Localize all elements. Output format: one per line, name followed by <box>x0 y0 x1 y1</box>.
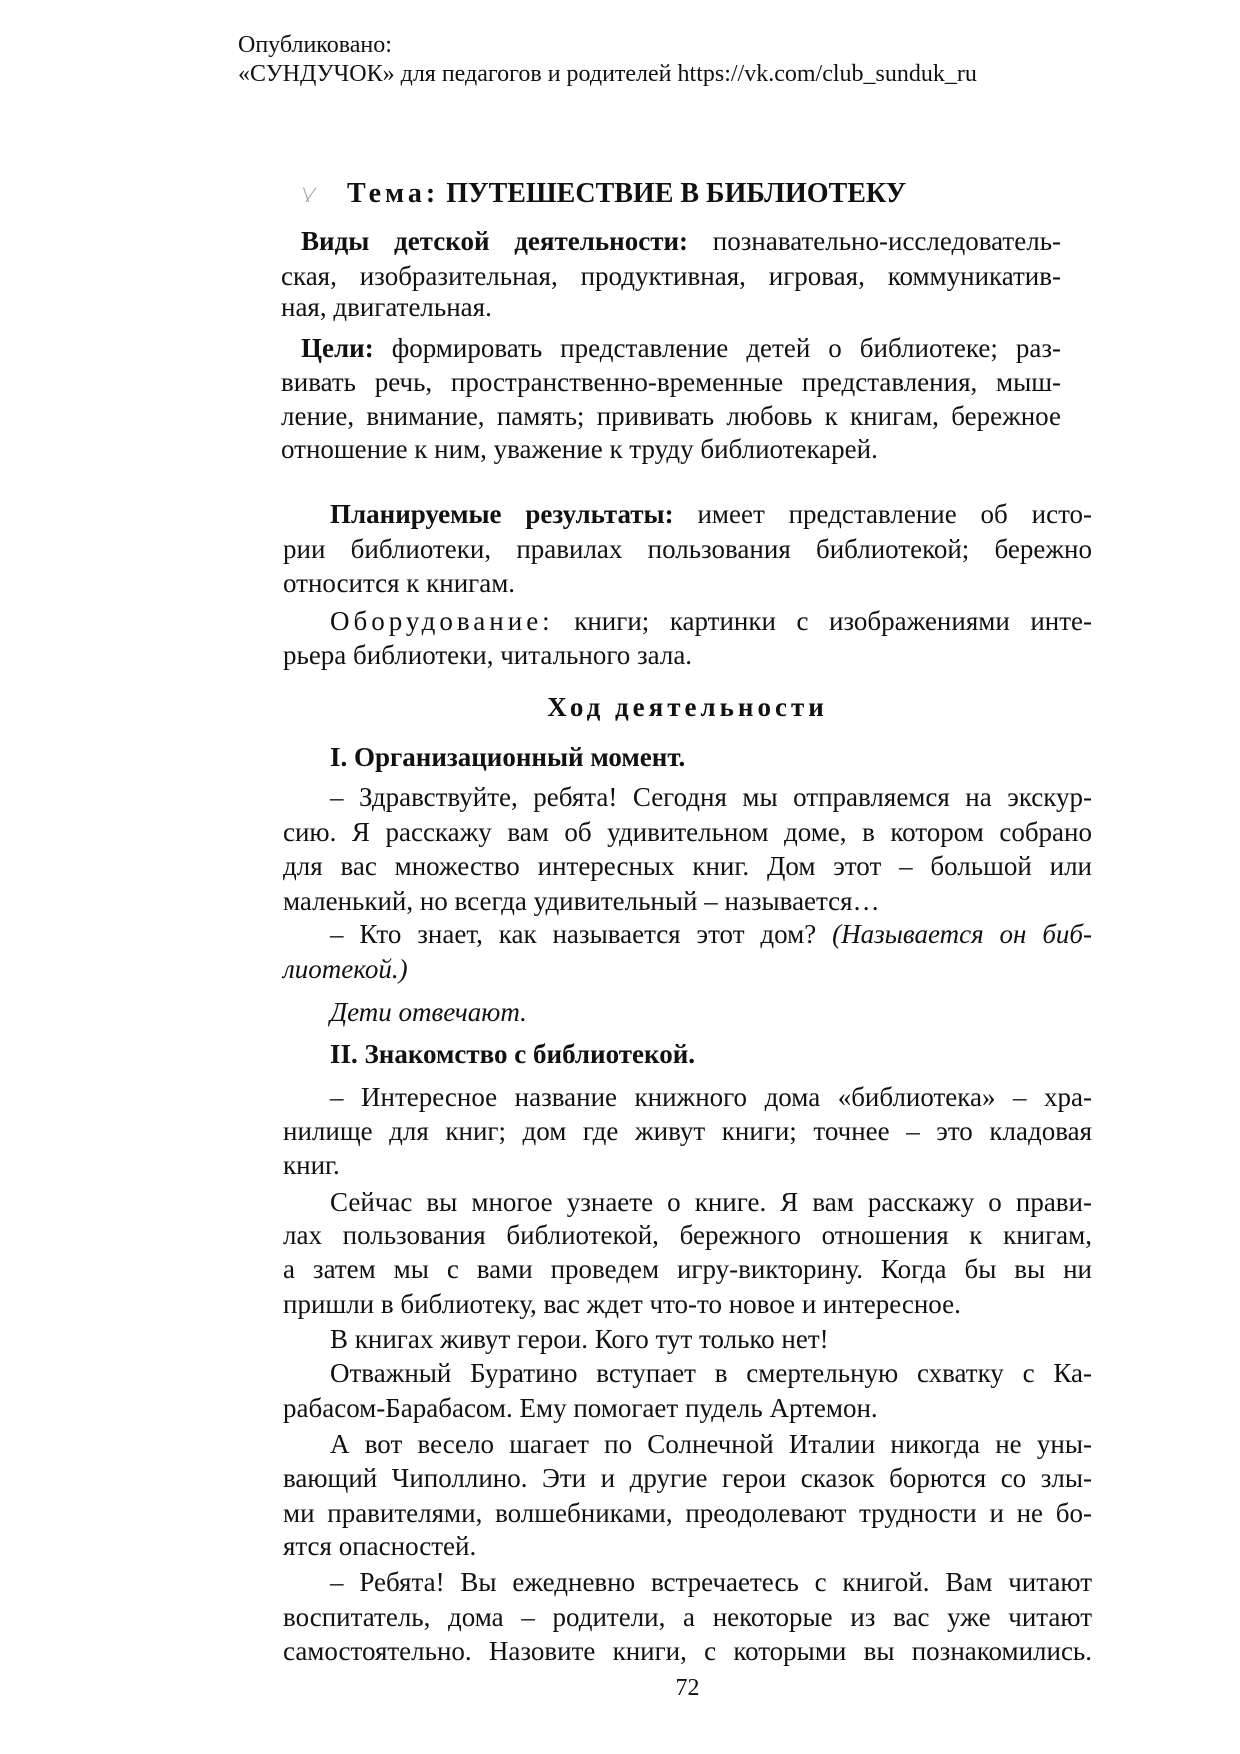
results-line: относится к книгам. <box>283 568 516 598</box>
activities-line: ская, изобразительная, продуктивная, игровая, коммуникатив- <box>281 261 1061 291</box>
paragraph-line: – Ребята! Вы ежедневно встречаетесь с книгой. Вам читают <box>330 1567 1092 1597</box>
paragraph-line: сию. Я расскажу вам об удивительном доме, в котором собрано <box>283 817 1092 847</box>
scan-mark-icon: \⁄ <box>303 182 313 207</box>
goals-line: отношение к ним, уважение к труду библиотекарей. <box>281 434 878 464</box>
paragraph-line <box>283 917 1092 951</box>
equipment-line <box>283 604 1092 638</box>
paragraph-line: ятся опасностей. <box>283 1531 477 1561</box>
activities-label: Виды детской деятельности: <box>301 226 689 256</box>
equipment-line: рьера библиотеки, читального зала. <box>283 640 693 670</box>
part1-heading: I. Организационный момент. <box>330 742 686 772</box>
equipment-label: Оборудование: <box>330 606 554 636</box>
paragraph-line: Сейчас вы многое узнаете о книге. Я вам расскажу о прави- <box>330 1187 1092 1217</box>
paragraph-line: пришли в библиотеку, вас ждет что-то новое и интересное. <box>283 1289 961 1319</box>
paragraph-line: лиотекой.) <box>283 954 408 984</box>
page-number: 72 <box>675 1675 700 1701</box>
results-line: рии библиотеки, правилах пользования библиотекой; бережно <box>283 534 1092 564</box>
paragraph-line: нилище для книг; дом где живут книги; точнее – это кладовая <box>283 1116 1092 1146</box>
goals-text: формировать представление детей о библиотеке; раз- <box>391 333 1062 363</box>
paragraph-line: воспитатель, дома – родители, а некоторые из вас уже читают <box>283 1602 1092 1632</box>
activities-line <box>281 224 1061 258</box>
paragraph-line: А вот весело шагает по Солнечной Италии никогда не уны- <box>330 1429 1092 1459</box>
paragraph-line: лах пользования библиотекой, бережного отношения к книгам, <box>283 1220 1092 1250</box>
answer-text: (Называется он биб- <box>832 919 1092 949</box>
goals-label: Цели: <box>301 333 374 363</box>
question-text: – Кто знает, как называется этот дом? <box>330 919 817 949</box>
paragraph-line: маленький, но всегда удивительный – называется… <box>283 886 880 916</box>
paragraph-line: книг. <box>283 1150 340 1180</box>
activities-text: познавательно-исследователь- <box>712 226 1061 256</box>
paragraph-line: – Интересное название книжного дома «библиотека» – хра- <box>330 1082 1092 1112</box>
paragraph-line: ми правителями, волшебниками, преодолевают трудности и не бо- <box>283 1498 1092 1528</box>
source-line: «СУНДУЧОК» для педагогов и родителей https://vk.com/club_sunduk_ru <box>238 61 977 87</box>
results-text: имеет представление об исто- <box>697 499 1092 529</box>
paragraph-line: рабасом-Барабасом. Ему помогает пудель Артемон. <box>283 1393 878 1423</box>
part2-heading: II. Знакомство с библиотекой. <box>330 1039 696 1069</box>
paragraph-line: для вас множество интересных книг. Дом этот – большой или <box>283 851 1092 881</box>
results-label: Планируемые результаты: <box>330 499 674 529</box>
equipment-text: книги; картинки с изображениями инте- <box>574 606 1092 636</box>
goals-line: ление, внимание, память; прививать любовь к книгам, бережное <box>281 401 1061 431</box>
title-text: ПУТЕШЕСТВИЕ В БИБЛИОТЕКУ <box>446 178 907 209</box>
section-title: Ход деятельности <box>547 692 828 722</box>
title-label: Тема: <box>347 178 440 209</box>
page-title <box>303 176 906 213</box>
goals-line <box>281 331 1061 365</box>
paragraph-line: вающий Чиполлино. Эти и другие герои сказок борются со злы- <box>283 1463 1092 1493</box>
stage-note: Дети отвечают. <box>330 997 527 1027</box>
published-label: Опубликовано: <box>238 32 392 58</box>
paragraph-line: – Здравствуйте, ребята! Сегодня мы отправляемся на экскур- <box>330 782 1092 812</box>
activities-line: ная, двигательная. <box>281 292 492 322</box>
paragraph-line: самостоятельно. Назовите книги, с которыми вы познакомились. <box>283 1636 1092 1666</box>
results-line <box>283 497 1092 531</box>
paragraph-line: Отважный Буратино вступает в смертельную схватку с Ка- <box>330 1358 1092 1388</box>
paragraph-line: а затем мы с вами проведем игру-викторину. Когда бы вы ни <box>283 1254 1092 1284</box>
paragraph-line: В книгах живут герои. Кого тут только нет! <box>330 1324 829 1354</box>
goals-line: вивать речь, пространственно-временные представления, мыш- <box>281 367 1061 397</box>
